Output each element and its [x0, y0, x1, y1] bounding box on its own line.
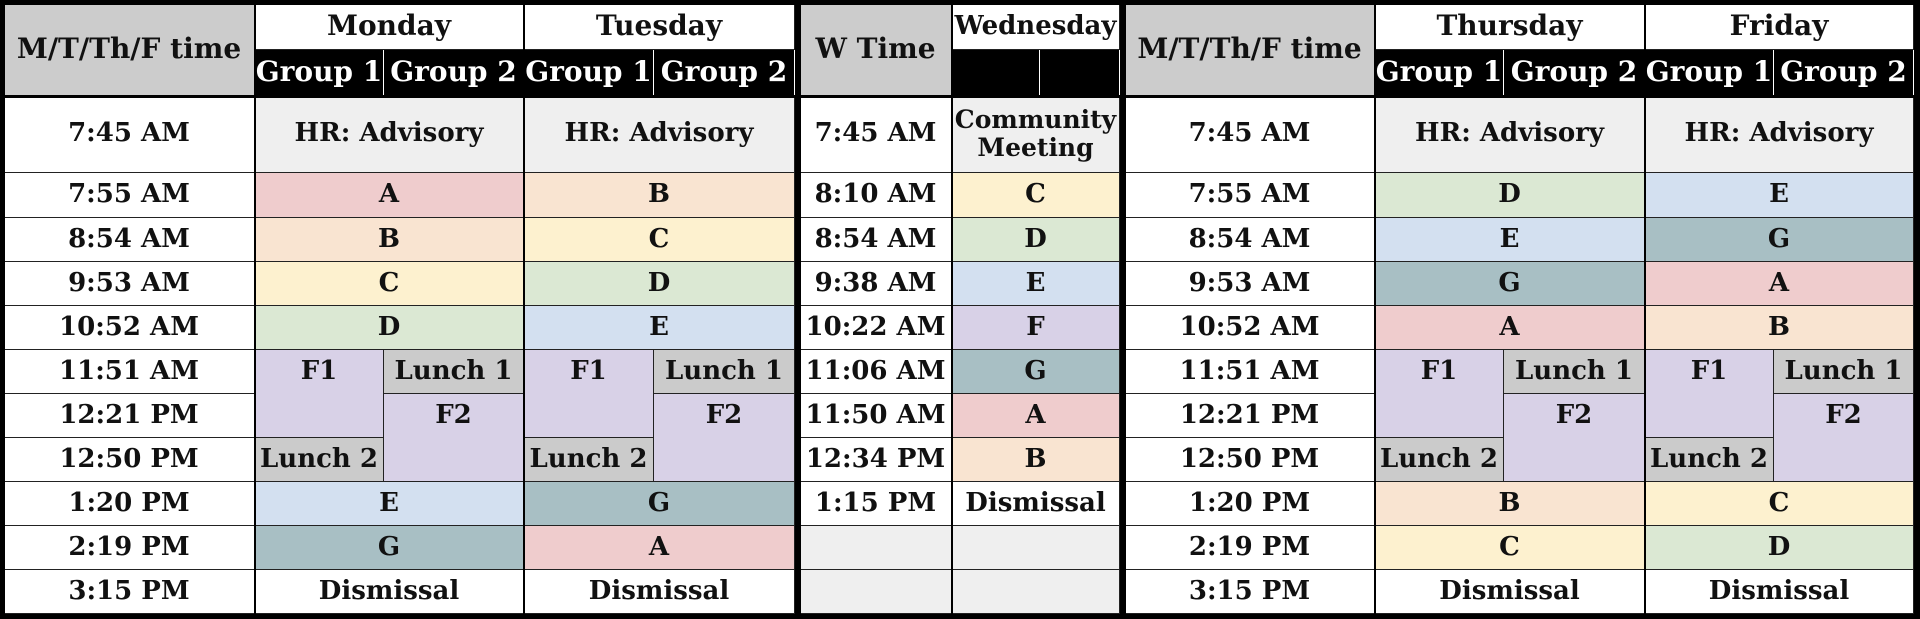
time-right-row-6: 12:21 PM	[1125, 394, 1375, 438]
header-monday-group1: Group 1	[255, 50, 384, 96]
w-time-row-6: 11:50 AM	[800, 394, 952, 438]
monday-row-2: B	[255, 218, 524, 262]
thursday-group1-f1-label: F1	[1420, 356, 1458, 387]
tuesday-row-9: A	[524, 526, 795, 570]
friday-group2-f2	[1774, 394, 1914, 482]
time-right-row-5: 11:51 AM	[1125, 350, 1375, 394]
time-left-row-10: 3:15 PM	[4, 570, 255, 614]
time-right-row-1: 7:55 AM	[1125, 173, 1375, 218]
tuesday-row-1: B	[524, 173, 795, 218]
section-border	[795, 0, 801, 619]
friday-row-4: B	[1645, 306, 1914, 350]
w-time-row-3: 9:38 AM	[800, 262, 952, 306]
wednesday-row-7: B	[952, 438, 1120, 482]
monday-group1-f1-label: F1	[300, 356, 338, 387]
w-time-row-8: 1:15 PM	[800, 482, 952, 526]
header-mtthf-time-right: M/T/Th/F time	[1125, 4, 1375, 96]
time-left-row-1: 7:55 AM	[4, 173, 255, 218]
thursday-group1-f1	[1375, 350, 1504, 438]
header-friday-group1: Group 1	[1645, 50, 1774, 96]
header-mtthf-time-left: M/T/Th/F time	[4, 4, 255, 96]
thursday-row-3: G	[1375, 262, 1645, 306]
w-time-row-5: 11:06 AM	[800, 350, 952, 394]
friday-group2-f2-label: F2	[1825, 400, 1862, 431]
friday-row-3: A	[1645, 262, 1914, 306]
tuesday-group1-f1	[524, 350, 654, 438]
time-left-row-7: 12:50 PM	[4, 438, 255, 482]
wednesday-row-2: D	[952, 218, 1120, 262]
header-tuesday: Tuesday	[524, 4, 795, 50]
w-time-row-0: 7:45 AM	[800, 96, 952, 173]
friday-group1-f1-label: F1	[1690, 356, 1728, 387]
tuesday-group2-lunch1: Lunch 1	[654, 350, 795, 394]
time-left-row-4: 10:52 AM	[4, 306, 255, 350]
header-thursday-group2: Group 2	[1504, 50, 1645, 96]
section-border	[0, 95, 1920, 98]
header-friday-group2: Group 2	[1774, 50, 1914, 96]
friday-row-10: Dismissal	[1645, 570, 1914, 614]
monday-row-0: HR: Advisory	[255, 96, 524, 173]
wednesday-row-3: E	[952, 262, 1120, 306]
section-border	[0, 0, 1920, 5]
wednesday-row-9	[952, 526, 1120, 570]
time-right-row-9: 2:19 PM	[1125, 526, 1375, 570]
thursday-group2-f2	[1504, 394, 1645, 482]
monday-group2-lunch1: Lunch 1	[384, 350, 524, 394]
thursday-group1-lunch2: Lunch 2	[1375, 438, 1504, 482]
friday-row-8: C	[1645, 482, 1914, 526]
tuesday-row-10: Dismissal	[524, 570, 795, 614]
thursday-row-0: HR: Advisory	[1375, 96, 1645, 173]
thursday-row-1: D	[1375, 173, 1645, 218]
section-border	[1644, 0, 1646, 619]
wednesday-row-10	[952, 570, 1120, 614]
section-border	[254, 0, 256, 619]
thursday-row-9: C	[1375, 526, 1645, 570]
tuesday-row-4: E	[524, 306, 795, 350]
time-right-row-8: 1:20 PM	[1125, 482, 1375, 526]
header-wednesday-group2	[1040, 50, 1120, 96]
time-right-row-2: 8:54 AM	[1125, 218, 1375, 262]
w-time-row-4: 10:22 AM	[800, 306, 952, 350]
time-left-row-0: 7:45 AM	[4, 96, 255, 173]
time-left-row-5: 11:51 AM	[4, 350, 255, 394]
tuesday-row-0: HR: Advisory	[524, 96, 795, 173]
header-friday: Friday	[1645, 4, 1914, 50]
time-left-row-8: 1:20 PM	[4, 482, 255, 526]
section-border	[951, 0, 953, 619]
header-wednesday: Wednesday	[952, 4, 1120, 50]
section-border	[0, 614, 1920, 619]
header-tuesday-group1: Group 1	[524, 50, 654, 96]
wednesday-row-0: Community Meeting	[952, 96, 1120, 173]
tuesday-row-2: C	[524, 218, 795, 262]
time-right-row-0: 7:45 AM	[1125, 96, 1375, 173]
section-border	[1914, 0, 1920, 619]
w-time-row-10	[800, 570, 952, 614]
header-thursday-group1: Group 1	[1375, 50, 1504, 96]
wednesday-row-5: G	[952, 350, 1120, 394]
w-time-row-7: 12:34 PM	[800, 438, 952, 482]
thursday-row-8: B	[1375, 482, 1645, 526]
thursday-row-10: Dismissal	[1375, 570, 1645, 614]
monday-row-4: D	[255, 306, 524, 350]
time-right-row-4: 10:52 AM	[1125, 306, 1375, 350]
section-border	[523, 0, 525, 619]
tuesday-group1-f1-label: F1	[570, 356, 607, 387]
time-right-row-7: 12:50 PM	[1125, 438, 1375, 482]
tuesday-row-8: G	[524, 482, 795, 526]
friday-group1-f1	[1645, 350, 1774, 438]
thursday-row-2: E	[1375, 218, 1645, 262]
time-right-row-10: 3:15 PM	[1125, 570, 1375, 614]
wednesday-row-4: F	[952, 306, 1120, 350]
friday-group1-lunch2: Lunch 2	[1645, 438, 1774, 482]
tuesday-group2-f2	[654, 394, 795, 482]
friday-row-1: E	[1645, 173, 1914, 218]
monday-group1-f1	[255, 350, 384, 438]
w-time-row-1: 8:10 AM	[800, 173, 952, 218]
wednesday-row-1: C	[952, 173, 1120, 218]
header-monday: Monday	[255, 4, 524, 50]
thursday-row-4: A	[1375, 306, 1645, 350]
tuesday-row-3: D	[524, 262, 795, 306]
tuesday-group1-lunch2: Lunch 2	[524, 438, 654, 482]
header-monday-group2: Group 2	[384, 50, 524, 96]
time-left-row-9: 2:19 PM	[4, 526, 255, 570]
section-border	[1374, 0, 1376, 619]
thursday-group2-lunch1: Lunch 1	[1504, 350, 1645, 394]
wednesday-row-8: Dismissal	[952, 482, 1120, 526]
friday-row-0: HR: Advisory	[1645, 96, 1914, 173]
header-wednesday-group1	[952, 50, 1040, 96]
section-border	[0, 0, 5, 619]
header-w-time: W Time	[800, 4, 952, 96]
time-left-row-6: 12:21 PM	[4, 394, 255, 438]
friday-group2-lunch1: Lunch 1	[1774, 350, 1914, 394]
monday-group2-f2	[384, 394, 524, 482]
monday-group1-lunch2: Lunch 2	[255, 438, 384, 482]
w-time-row-9	[800, 526, 952, 570]
header-thursday: Thursday	[1375, 4, 1645, 50]
monday-group2-f2-label: F2	[435, 400, 472, 431]
friday-row-9: D	[1645, 526, 1914, 570]
monday-row-9: G	[255, 526, 524, 570]
section-border	[1120, 0, 1126, 619]
tuesday-group2-f2-label: F2	[705, 400, 743, 431]
monday-row-10: Dismissal	[255, 570, 524, 614]
monday-row-8: E	[255, 482, 524, 526]
thursday-group2-f2-label: F2	[1555, 400, 1593, 431]
time-left-row-3: 9:53 AM	[4, 262, 255, 306]
monday-row-3: C	[255, 262, 524, 306]
w-time-row-2: 8:54 AM	[800, 218, 952, 262]
time-right-row-3: 9:53 AM	[1125, 262, 1375, 306]
header-tuesday-group2: Group 2	[654, 50, 795, 96]
friday-row-2: G	[1645, 218, 1914, 262]
monday-row-1: A	[255, 173, 524, 218]
wednesday-row-6: A	[952, 394, 1120, 438]
time-left-row-2: 8:54 AM	[4, 218, 255, 262]
